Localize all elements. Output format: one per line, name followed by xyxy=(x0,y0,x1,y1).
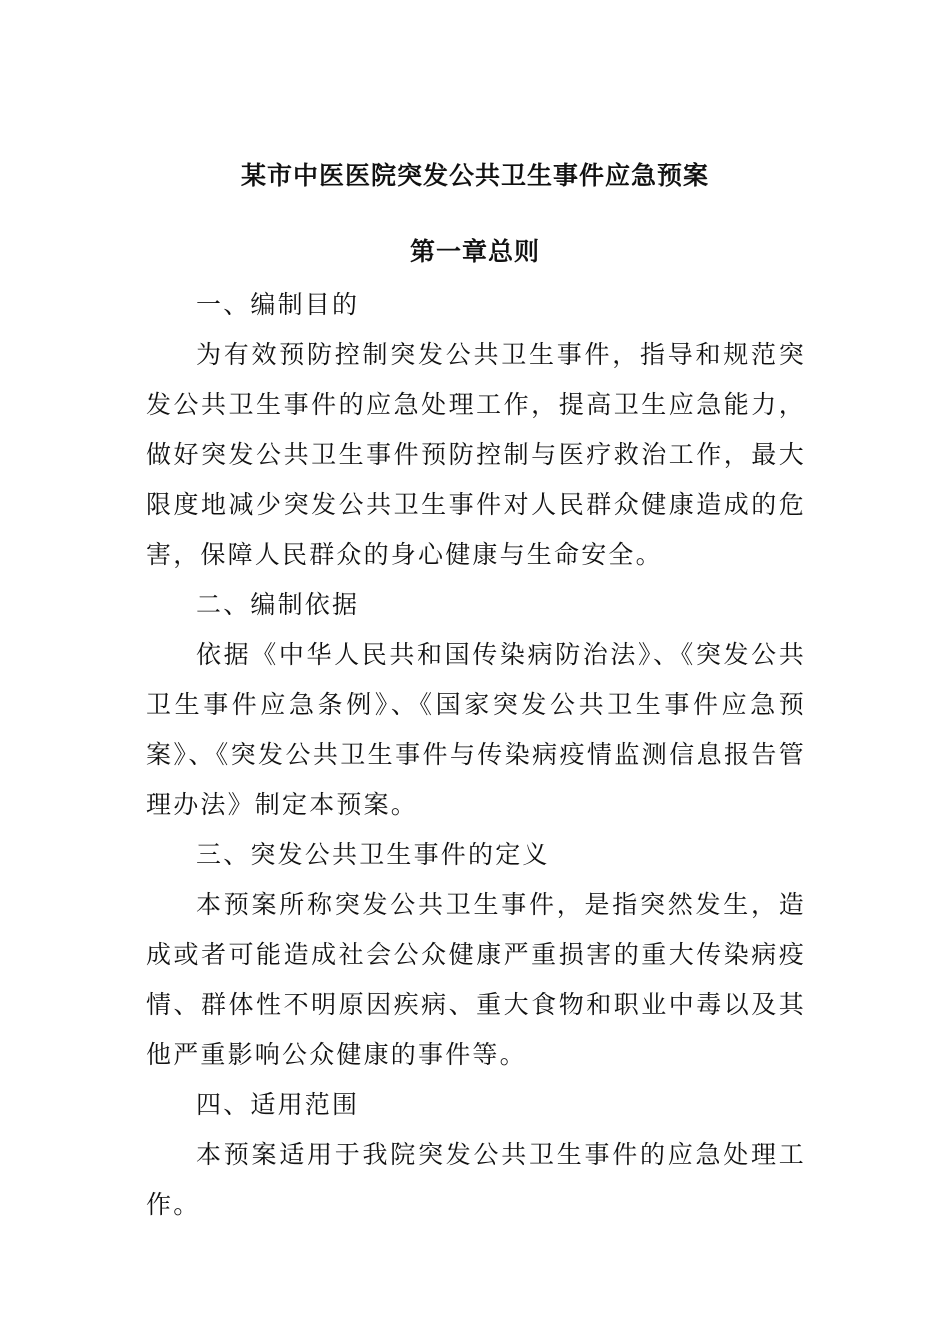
section-paragraph: 为有效预防控制突发公共卫生事件，指导和规范突发公共卫生事件的应急处理工作，提高卫生应急能力，做好突发公共卫生事件预防控制与医疗救治工作，最大限度地减少突发公共卫生事件对人民群众健康造成的危害，保障人民群众的身心健康与生命安全。 xyxy=(146,340,806,569)
section-heading: 一、编制目的 xyxy=(196,290,360,319)
chapter-title: 第一章总则 xyxy=(409,237,540,266)
section-heading: 二、编制依据 xyxy=(196,590,360,619)
section-heading: 四、适用范围 xyxy=(196,1090,360,1119)
section-paragraph: 本预案所称突发公共卫生事件，是指突然发生，造成或者可能造成社会公众健康严重损害的重大传染病疫情、群体性不明原因疾病、重大食物和职业中毒以及其他严重影响公众健康的事件等。 xyxy=(146,890,806,1069)
document-body xyxy=(146,280,806,1230)
section-heading: 三、突发公共卫生事件的定义 xyxy=(196,840,550,869)
section-paragraph: 依据《中华人民共和国传染病防治法》、《突发公共卫生事件应急条例》、《国家突发公共卫生事件应急预案》、《突发公共卫生事件与传染病疫情监测信息报告管理办法》制定本预案。 xyxy=(146,640,806,819)
section-paragraph: 本预案适用于我院突发公共卫生事件的应急处理工作。 xyxy=(146,1140,806,1219)
document-title: 某市中医医院突发公共卫生事件应急预案 xyxy=(240,161,709,190)
